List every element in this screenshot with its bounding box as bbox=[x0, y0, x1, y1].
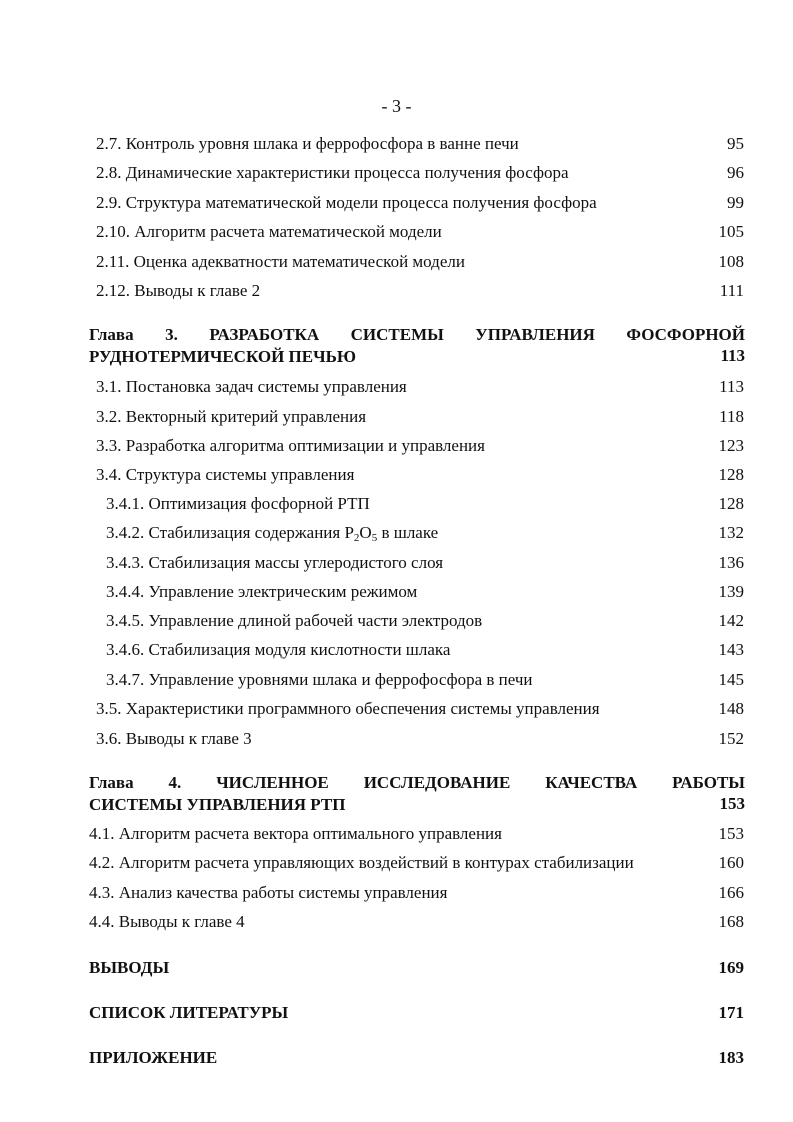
chapter-3-title bbox=[89, 324, 745, 368]
toc-entry-page: 108 bbox=[718, 252, 744, 271]
toc-entry-label: 2.8. Динамические характеристики процесса получения фосфора bbox=[96, 163, 569, 182]
toc-entry bbox=[96, 405, 744, 429]
toc-entry-page: 152 bbox=[718, 729, 744, 748]
toc-entry bbox=[96, 191, 744, 215]
toc-entry-page: 128 bbox=[718, 494, 744, 513]
chapter-4-title bbox=[89, 772, 745, 816]
toc-entry-page: 139 bbox=[718, 582, 744, 601]
toc-entry-label: 3.4.7. Управление уровнями шлака и феррофосфора в печи bbox=[106, 670, 533, 689]
toc-entry-page: 153 bbox=[718, 824, 744, 843]
toc-entry-label: 3.4.3. Стабилизация массы углеродистого слоя bbox=[106, 553, 444, 572]
toc-entry-page: 128 bbox=[718, 465, 744, 484]
toc-entry bbox=[89, 910, 744, 934]
chapter-title-line: РУДНОТЕРМИЧЕСКОЙ ПЕЧЬЮ bbox=[89, 347, 356, 366]
toc-entry-label: 2.10. Алгоритм расчета математической модели bbox=[96, 222, 442, 241]
toc-entry-label: 2.7. Контроль уровня шлака и феррофосфора в ванне печи bbox=[96, 134, 519, 153]
toc-entry-label: 3.2. Векторный критерий управления bbox=[96, 407, 367, 426]
toc-entry-label: 3.4.4. Управление электрическим режимом bbox=[106, 582, 418, 601]
toc-conclusions bbox=[89, 956, 744, 980]
chapter-title-line: Глава 4. ЧИСЛЕННОЕ ИССЛЕДОВАНИЕ КАЧЕСТВА РАБОТЫ bbox=[89, 773, 745, 792]
toc-entry-label: 4.4. Выводы к главе 4 bbox=[89, 912, 245, 931]
toc-entry-label: 4.3. Анализ качества работы системы управления bbox=[89, 883, 448, 902]
toc-entry bbox=[96, 161, 744, 185]
toc-entry-label: 3.4.1. Оптимизация фосфорной РТП bbox=[106, 494, 370, 513]
toc-entry-label: 2.11. Оценка адекватности математической модели bbox=[96, 252, 465, 271]
toc-entry bbox=[96, 279, 744, 303]
toc-entry-page: 148 bbox=[718, 699, 744, 718]
chapter-4-page: 153 bbox=[719, 794, 745, 813]
toc-entry bbox=[96, 220, 744, 244]
toc-subentry bbox=[106, 492, 744, 516]
toc-entry-page: 136 bbox=[718, 553, 744, 572]
toc-entry-page: 171 bbox=[718, 1003, 744, 1022]
chapter-title-line: СИСТЕМЫ УПРАВЛЕНИЯ РТП bbox=[89, 795, 346, 814]
toc-entry-page: 132 bbox=[718, 523, 744, 542]
toc-entry-label: 2.12. Выводы к главе 2 bbox=[96, 281, 261, 300]
toc-entry-label: 4.1. Алгоритм расчета вектора оптимального управления bbox=[89, 824, 502, 843]
toc-entry-page: 143 bbox=[718, 640, 744, 659]
toc-entry-page: 111 bbox=[719, 281, 744, 300]
toc-appendix bbox=[89, 1046, 744, 1070]
toc-subentry bbox=[106, 609, 744, 633]
toc-entry-page: 168 bbox=[718, 912, 744, 931]
toc-entry-page: 105 bbox=[718, 222, 744, 241]
toc-entry-page: 169 bbox=[718, 958, 744, 977]
toc-entry-label: СПИСОК ЛИТЕРАТУРЫ bbox=[89, 1003, 289, 1022]
toc-subentry bbox=[106, 521, 744, 545]
toc-entry bbox=[96, 132, 744, 156]
toc-entry-label: 3.4. Структура системы управления bbox=[96, 465, 355, 484]
toc-entry-page: 145 bbox=[718, 670, 744, 689]
toc-entry-label: 3.6. Выводы к главе 3 bbox=[96, 729, 252, 748]
toc-entry bbox=[96, 434, 744, 458]
toc-subentry bbox=[106, 638, 744, 662]
page-number: - 3 - bbox=[381, 96, 412, 116]
toc-subentry bbox=[106, 580, 744, 604]
toc-entry bbox=[89, 822, 744, 846]
toc-entry-label: 3.5. Характеристики программного обеспечения системы управления bbox=[96, 699, 600, 718]
toc-entry-label: 3.4.5. Управление длиной рабочей части электродов bbox=[106, 611, 483, 630]
toc-entry bbox=[96, 463, 744, 487]
toc-entry bbox=[96, 375, 744, 399]
toc-entry-label: 3.1. Постановка задач системы управления bbox=[96, 377, 407, 396]
toc-entry bbox=[89, 851, 744, 875]
toc-entry-label: 3.3. Разработка алгоритма оптимизации и управления bbox=[96, 436, 485, 455]
toc-entry bbox=[96, 250, 744, 274]
chapter-title-line: Глава 3. РАЗРАБОТКА СИСТЕМЫ УПРАВЛЕНИЯ ФОСФОРНОЙ bbox=[89, 325, 745, 344]
toc-entry-page: 166 bbox=[718, 883, 744, 902]
toc-subentry bbox=[106, 551, 744, 575]
toc-entry bbox=[96, 727, 744, 751]
toc-subentry bbox=[106, 668, 744, 692]
toc-entry-page: 96 bbox=[727, 163, 744, 182]
toc-references bbox=[89, 1001, 744, 1025]
toc-entry-label: 3.4.2. Стабилизация содержания $P_2O_5$ в шлаке bbox=[106, 523, 439, 544]
toc-entry-label: 2.9. Структура математической модели процесса получения фосфора bbox=[96, 193, 597, 212]
toc-entry bbox=[96, 697, 744, 721]
toc-entry-page: 118 bbox=[719, 407, 744, 426]
toc-entry bbox=[89, 881, 744, 905]
toc-entry-page: 160 bbox=[718, 853, 744, 872]
toc-entry-page: 95 bbox=[727, 134, 744, 153]
toc-entry-label: ПРИЛОЖЕНИЕ bbox=[89, 1048, 218, 1067]
toc-entry-page: 113 bbox=[719, 377, 744, 396]
toc-entry-page: 142 bbox=[718, 611, 744, 630]
toc-entry-label: ВЫВОДЫ bbox=[89, 958, 170, 977]
toc-entry-page: 99 bbox=[727, 193, 744, 212]
toc-entry-label: 3.4.6. Стабилизация модуля кислотности шлака bbox=[106, 640, 451, 659]
toc-entry-page: 183 bbox=[718, 1048, 744, 1067]
toc-entry-page: 123 bbox=[718, 436, 744, 455]
toc-entry-label: 4.2. Алгоритм расчета управляющих воздействий в контурах стабилизации bbox=[89, 853, 634, 872]
chapter-3-page: 113 bbox=[720, 346, 745, 365]
